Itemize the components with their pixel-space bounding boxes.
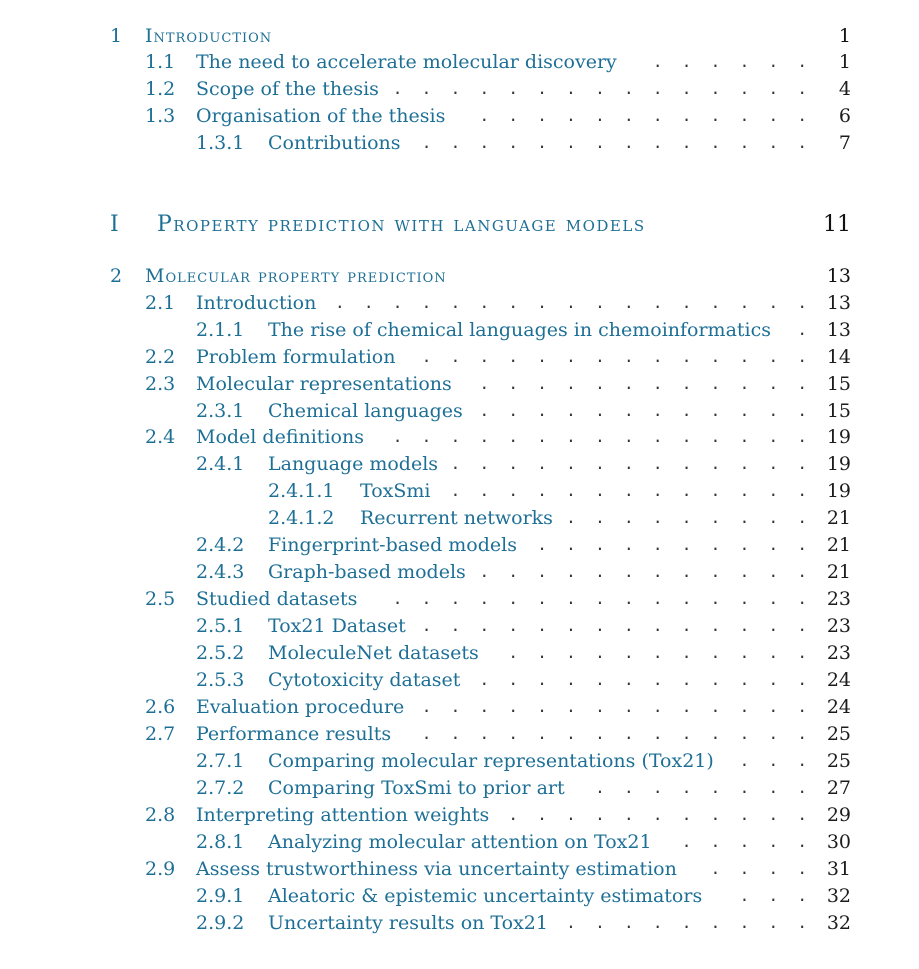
toc-page-number: 25	[826, 723, 851, 745]
toc-page-number: 21	[826, 534, 851, 556]
toc-entry-2-4-1-1[interactable]	[0, 478, 919, 504]
toc-page-number: 19	[826, 453, 851, 475]
dot-leader: . . . . . . . . .	[566, 913, 807, 932]
toc-page-number: 19	[826, 426, 851, 448]
toc-number: 2.6	[145, 696, 176, 718]
toc-title: Introduction	[145, 25, 273, 47]
dot-leader: . . . . . . . . . . . .	[479, 562, 807, 581]
toc-title: Comparing ToxSmi to prior art	[268, 777, 565, 799]
dot-leader: .	[797, 320, 807, 339]
toc-page-number: 29	[826, 804, 851, 826]
toc-page-number: 11	[823, 212, 851, 237]
toc-page-number: 32	[826, 885, 851, 907]
toc-page-number: 24	[826, 696, 851, 718]
toc-title: Studied datasets	[196, 588, 358, 610]
toc-number: I	[110, 212, 119, 237]
toc-title: The rise of chemical languages in chemoinformatics	[268, 319, 772, 341]
toc-title: Chemical languages	[268, 400, 463, 422]
toc-number: 1.3	[145, 105, 176, 127]
toc-entry-2-5-1[interactable]	[0, 613, 919, 639]
toc-number: 2.5.2	[196, 642, 245, 664]
dot-leader: . . . . . . . . . . . . . .	[421, 697, 807, 716]
toc-page-number: 6	[838, 105, 851, 127]
toc-title: Introduction	[196, 292, 317, 314]
toc-entry-1-2[interactable]	[0, 76, 919, 102]
toc-number: 2.5.3	[196, 669, 245, 691]
toc-page-number: 23	[826, 588, 851, 610]
toc-number: 2.8	[145, 804, 176, 826]
toc-number: 2.4	[145, 426, 176, 448]
toc-title: Uncertainty results on Tox21	[268, 912, 548, 934]
toc-entry-2-5-2[interactable]	[0, 640, 919, 666]
toc-number: 2.9.2	[196, 912, 245, 934]
toc-title: ToxSmi	[360, 480, 431, 502]
toc-title: Language models	[268, 453, 439, 475]
dot-leader: . . . . . . . . . . . . . . .	[392, 589, 807, 608]
toc-title: Molecular representations	[196, 373, 452, 395]
dot-leader: . . . . .	[681, 832, 807, 851]
dot-leader: . . .	[739, 751, 807, 770]
toc-entry-2-7[interactable]	[0, 721, 919, 747]
toc-number: 2.7	[145, 723, 176, 745]
toc-page-number: 31	[826, 858, 851, 880]
dot-leader: . . . . . . . . . . .	[508, 643, 807, 662]
toc-entry-2-1[interactable]	[0, 290, 919, 316]
toc-entry-2-3-1[interactable]	[0, 398, 919, 424]
toc-title: Performance results	[196, 723, 392, 745]
toc-number: 1.1	[145, 51, 176, 73]
toc-title: Scope of the thesis	[196, 78, 379, 100]
toc-page-number: 15	[826, 373, 851, 395]
dot-leader: . . . . . . . . . . . .	[479, 106, 807, 125]
toc-number: 2.3	[145, 373, 176, 395]
toc-number: 1	[110, 25, 123, 47]
toc-entry-2-4-2[interactable]	[0, 532, 919, 558]
dot-leader: . . . . . . . .	[595, 778, 807, 797]
toc-title: Problem formulation	[196, 346, 396, 368]
toc-number: 2.4.1	[196, 453, 245, 475]
toc-number: 2.8.1	[196, 831, 245, 853]
toc-page-number: 21	[826, 561, 851, 583]
toc-page-number: 30	[826, 831, 851, 853]
dot-leader: . . . . . . . . . . . . . .	[421, 724, 807, 743]
dot-leader: . . . . . .	[652, 52, 807, 71]
toc-entry-1-1[interactable]	[0, 49, 919, 75]
toc-number: 2.1	[145, 292, 176, 314]
toc-page-number: 1	[838, 51, 851, 73]
toc-page-number: 1	[838, 25, 851, 47]
toc-title: Interpreting attention weights	[196, 804, 490, 826]
toc-title: MoleculeNet datasets	[268, 642, 479, 664]
toc-title: The need to accelerate molecular discovery	[196, 51, 617, 73]
toc-number: 2.7.1	[196, 750, 245, 772]
toc-entry-2-7-2[interactable]	[0, 775, 919, 801]
dot-leader: . . . . . . . . .	[566, 508, 807, 527]
toc-entry-2-9[interactable]	[0, 856, 919, 882]
toc-page-number: 4	[838, 78, 851, 100]
dot-leader: . . . . . . . . . . . . . . .	[392, 79, 807, 98]
toc-title: Molecular property prediction	[145, 265, 447, 287]
toc-title: Contributions	[268, 132, 401, 154]
toc-number: 2	[110, 265, 123, 287]
dot-leader: . . . . . . . . . . . . . .	[421, 616, 807, 635]
toc-page-number: 23	[826, 615, 851, 637]
toc-number: 2.9.1	[196, 885, 245, 907]
toc-page-number: 7	[838, 132, 851, 154]
dot-leader: . . . .	[710, 859, 807, 878]
dot-leader: . . . . . . . . . .	[537, 535, 807, 554]
toc-page-number: 27	[826, 777, 851, 799]
toc-title: Model definitions	[196, 426, 364, 448]
dot-leader: . . . . . . . . . . . . . .	[421, 133, 807, 152]
toc-entry-2-9-1[interactable]	[0, 883, 919, 909]
toc-title: Tox21 Dataset	[268, 615, 406, 637]
toc-number: 2.1.1	[196, 319, 245, 341]
toc-title: Comparing molecular representations (Tox21)	[268, 750, 714, 772]
dot-leader: . . .	[739, 886, 807, 905]
toc-page-number: 21	[826, 507, 851, 529]
toc-entry-2-4-1-2[interactable]	[0, 505, 919, 531]
toc-title: Analyzing molecular attention on Tox21	[268, 831, 652, 853]
toc-page-number: 15	[826, 400, 851, 422]
toc-page-number: 13	[826, 319, 851, 341]
toc-page-number: 24	[826, 669, 851, 691]
toc-number: 2.5.1	[196, 615, 245, 637]
toc-entry-2-7-1[interactable]	[0, 748, 919, 774]
dot-leader: . . . . . . . . . . . . .	[450, 481, 807, 500]
toc-number: 2.4.1.1	[268, 480, 335, 502]
toc-number: 2.9	[145, 858, 176, 880]
toc-title: Property prediction with language models	[157, 212, 646, 237]
toc-entry-2-5-3[interactable]	[0, 667, 919, 693]
toc-title: Graph-based models	[268, 561, 466, 583]
dot-leader: . . . . . . . . . . . . . . . . .	[334, 293, 807, 312]
toc-entry-2-6[interactable]	[0, 694, 919, 720]
toc-title: Assess trustworthiness via uncertainty estimation	[196, 858, 677, 880]
toc-number: 2.3.1	[196, 400, 245, 422]
toc-title: Fingerprint-based models	[268, 534, 517, 556]
toc-entry-2-8-1[interactable]	[0, 829, 919, 855]
toc-entry-2-8[interactable]	[0, 802, 919, 828]
toc-page-number: 23	[826, 642, 851, 664]
toc-title: Aleatoric & epistemic uncertainty estimators	[268, 885, 703, 907]
toc-page-number: 14	[826, 346, 851, 368]
toc-title: Organisation of the thesis	[196, 105, 446, 127]
toc-entry-2-4-3[interactable]	[0, 559, 919, 585]
toc-entry-2-4-1[interactable]	[0, 451, 919, 477]
toc-entry-2-1-1[interactable]	[0, 317, 919, 343]
dot-leader: . . . . . . . . . . . . . . .	[392, 427, 807, 446]
toc-title: Evaluation procedure	[196, 696, 405, 718]
toc-number: 2.7.2	[196, 777, 245, 799]
toc-page-number: 13	[826, 292, 851, 314]
toc-entry-2[interactable]	[0, 263, 919, 289]
dot-leader: . . . . . . . . . . . .	[479, 670, 807, 689]
toc-number: 2.2	[145, 346, 176, 368]
toc-page-number: 32	[826, 912, 851, 934]
toc-entry-2-3[interactable]	[0, 371, 919, 397]
toc-entry-2-2[interactable]	[0, 344, 919, 370]
dot-leader: . . . . . . . . . . . .	[479, 401, 807, 420]
toc-number: 2.4.2	[196, 534, 245, 556]
toc-page-number: 19	[826, 480, 851, 502]
toc-number: 2.4.3	[196, 561, 245, 583]
toc-number: 1.2	[145, 78, 176, 100]
toc-entry-1-3[interactable]	[0, 103, 919, 129]
toc-number: 2.4.1.2	[268, 507, 335, 529]
toc-entry-1-3-1[interactable]	[0, 130, 919, 156]
toc-number: 1.3.1	[196, 132, 245, 154]
toc-entry-2-5[interactable]	[0, 586, 919, 612]
toc-entry-2-9-2[interactable]	[0, 910, 919, 936]
dot-leader: . . . . . . . . . . . . . .	[421, 347, 807, 366]
toc-entry-2-4[interactable]	[0, 424, 919, 450]
toc-page-number: 25	[826, 750, 851, 772]
dot-leader: . . . . . . . . . . . . .	[450, 454, 807, 473]
dot-leader: . . . . . . . . . . . .	[479, 374, 807, 393]
toc-page-number: 13	[826, 265, 851, 287]
toc-entry-I[interactable]	[0, 210, 919, 240]
toc-title: Recurrent networks	[360, 507, 553, 529]
toc-title: Cytotoxicity dataset	[268, 669, 461, 691]
toc-number: 2.5	[145, 588, 176, 610]
dot-leader: . . . . . . . . . . .	[508, 805, 807, 824]
toc-entry-1[interactable]	[0, 23, 919, 49]
